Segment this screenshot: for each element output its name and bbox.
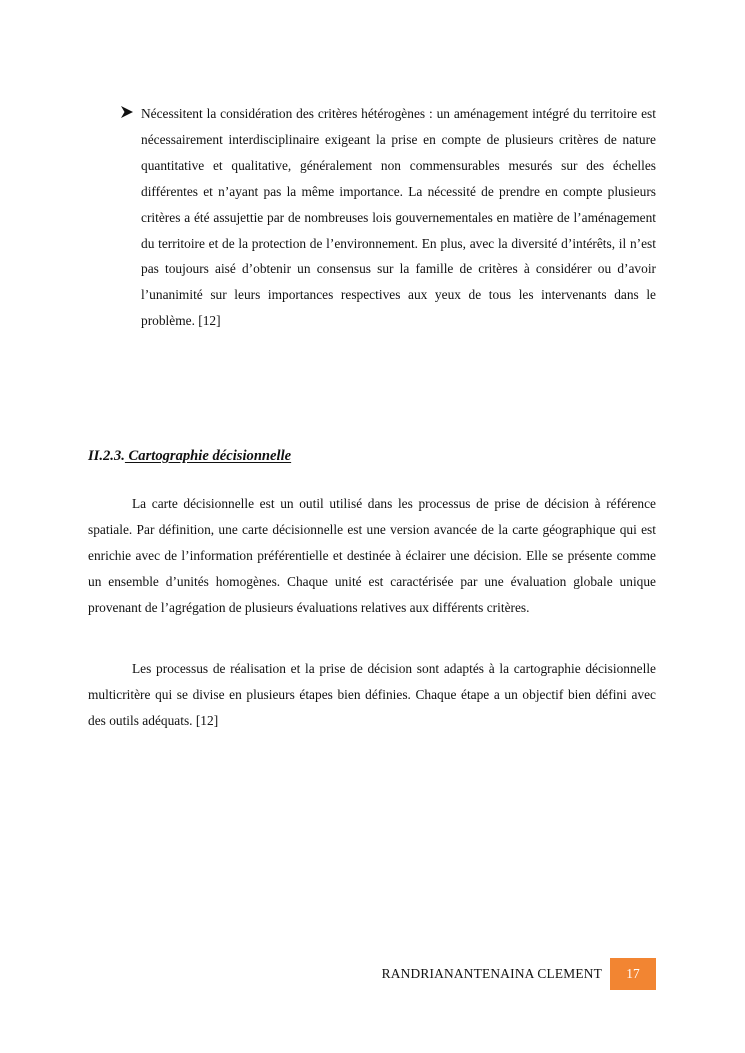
section-heading (88, 444, 291, 468)
arrow-bullet-icon (120, 105, 134, 119)
paragraph: La carte décisionnelle est un outil utilisé dans les processus de prise de décision à référence spatiale. Par définition, une carte décisionnelle est une version avancée de la carte géographique qui est enrichie avec de l’information préférentielle et destinée à éclairer une décision. Elle se présente comme un ensemble d’unités homogènes. Chaque unité est caractérisée par une évaluation globale unique provenant de l’agrégation de plusieurs évaluations relatives aux différents critères. (88, 496, 656, 615)
page-number: 17 (610, 958, 656, 990)
paragraph: Les processus de réalisation et la prise de décision sont adaptés à la cartographie décisionnelle multicritère qui se divise en plusieurs étapes bien définies. Chaque étape a un objectif bien défini avec des outils adéquats. [12] (88, 661, 656, 728)
bullet-text: Nécessitent la considération des critères hétérogènes : un aménagement intégré du territoire est nécessairement interdisciplinaire exigeant la prise en compte de plusieurs critères de nature quantitative et qualitative, généralement non commensurables mesurés sur des échelles différentes et n’ayant pas la même importance. La nécessité de prendre en compte plusieurs critères a été assujettie par de nombreuses lois gouvernementales en matière de l’aménagement du territoire et de la protection de l’environnement. En plus, avec la diversité d’intérêts, il n’est pas toujours aisé d’obtenir un consensus sur la famille de critères à considérer ou d’avoir l’unanimité sur leurs importances respectives aux yeux de tous les intervenants dans le problème. [12] (141, 106, 656, 329)
footer-author: RANDRIANANTENAINA CLEMENT (381, 966, 602, 981)
bullet-item (120, 101, 656, 334)
section-number: II.2.3. (88, 448, 125, 464)
page-footer (340, 958, 656, 990)
section-title: Cartographie décisionnelle (124, 448, 292, 464)
